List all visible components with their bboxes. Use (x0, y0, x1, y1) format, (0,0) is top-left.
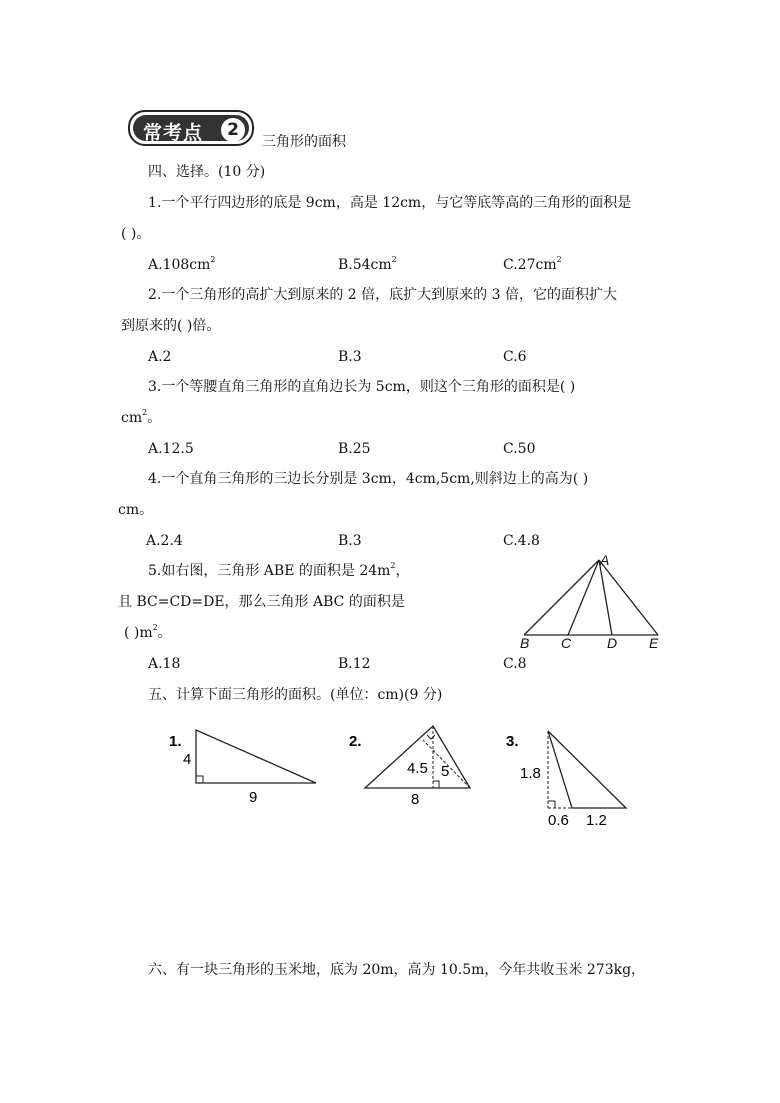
badge-background (133, 115, 249, 144)
figure-3-number: 3. (506, 733, 519, 750)
q5-option-a: A.18 (148, 656, 181, 672)
figure-2-label-5: 5 (441, 763, 450, 780)
badge-label: 常考点 (143, 122, 204, 144)
figure-3-outline (548, 731, 626, 808)
figure-2-triangle (345, 720, 485, 810)
figure-2-number: 2. (349, 733, 362, 750)
figure-1-right-triangle (165, 724, 325, 808)
q2-line1: 2.一个三角形的高扩大到原来的 2 倍，底扩大到原来的 3 倍，它的面积扩大 (148, 287, 617, 303)
label-d: D (607, 635, 618, 651)
label-a: A (600, 552, 610, 568)
q5-line2: 且 BC=CD=DE，那么三角形 ABC 的面积是 (118, 594, 405, 610)
q1-option-c: $C.27cm^2$ (503, 255, 562, 273)
q1-option-a: $A.108cm^2$ (148, 255, 216, 273)
q5-triangle-figure (515, 552, 665, 652)
figure-1-right-angle-mark (196, 776, 203, 783)
figure-3-extension-label: 0.6 (548, 812, 569, 829)
q5-line1: 5.如右图，三角形 ABE 的面积是 $24m^2$， (148, 561, 410, 579)
side-ae (599, 560, 658, 635)
figure-1-height-label: 4 (183, 751, 192, 768)
figure-3-height-label: 1.8 (520, 765, 541, 782)
topic-title: 三角形的面积 (262, 134, 346, 150)
q1-option-b: $B.54cm^2$ (338, 255, 397, 273)
q2-line2: 到原来的( )倍。 (121, 318, 221, 334)
figure-3-obtuse-triangle (502, 724, 636, 830)
topic-badge (128, 110, 254, 146)
label-e: E (649, 635, 659, 651)
q4-option-b: B.3 (338, 533, 362, 549)
side-ab (524, 560, 599, 635)
segment-ac (568, 560, 599, 635)
figure-2-right-angle-mark-top (427, 735, 435, 739)
q2-option-b: B.3 (338, 349, 362, 365)
label-c: C (561, 635, 572, 651)
q2-option-c: C.6 (503, 349, 527, 365)
q5-line3: ( )$m^2$。 (124, 623, 172, 641)
segment-ad (599, 560, 612, 635)
label-b: B (520, 635, 530, 651)
q1-line1: 1.一个平行四边形的底是 9cm，高是 12cm，与它等底等高的三角形的面积是 (148, 195, 632, 211)
q3-line1: 3.一个等腰直角三角形的直角边长为 5cm，则这个三角形的面积是( ) (148, 379, 576, 395)
q5-option-c: C.8 (503, 656, 527, 672)
figure-2-right-angle-mark-base (433, 781, 439, 788)
q5-option-b: B.12 (338, 656, 371, 672)
figure-3-base-label: 1.2 (586, 812, 607, 829)
figure-1-triangle (196, 730, 316, 783)
q4-option-c: C.4.8 (503, 533, 540, 549)
q2-option-a: A.2 (148, 349, 172, 365)
figure-3-right-angle-mark (548, 801, 555, 808)
q1-line2: ( )。 (121, 226, 151, 242)
q4-option-a: A.2.4 (146, 533, 183, 549)
q3-option-b: B.25 (338, 441, 371, 457)
figure-2-label-base: 8 (411, 791, 420, 808)
q3-line2: $cm^2$。 (121, 408, 162, 426)
section5-title: 五、计算下面三角形的面积。(单位：cm)(9 分) (148, 687, 443, 703)
figure-2-outline (365, 726, 470, 788)
q4-line1: 4.一个直角三角形的三边长分别是 3cm，4cm,5cm,则斜边上的高为( ) (148, 471, 589, 487)
figure-1-base-label: 9 (249, 789, 258, 806)
q4-line2: cm。 (118, 502, 154, 518)
badge-number: 2 (221, 118, 245, 142)
q3-option-c: C.50 (503, 441, 536, 457)
figure-1-number: 1. (169, 733, 182, 750)
section6-text: 六、有一块三角形的玉米地，底为 20m，高为 10.5m，今年共收玉米 273kg， (148, 962, 646, 978)
section4-title: 四、选择。(10 分) (148, 164, 266, 180)
figure-2-label-4-5: 4.5 (407, 760, 428, 777)
q3-option-a: A.12.5 (148, 441, 194, 457)
